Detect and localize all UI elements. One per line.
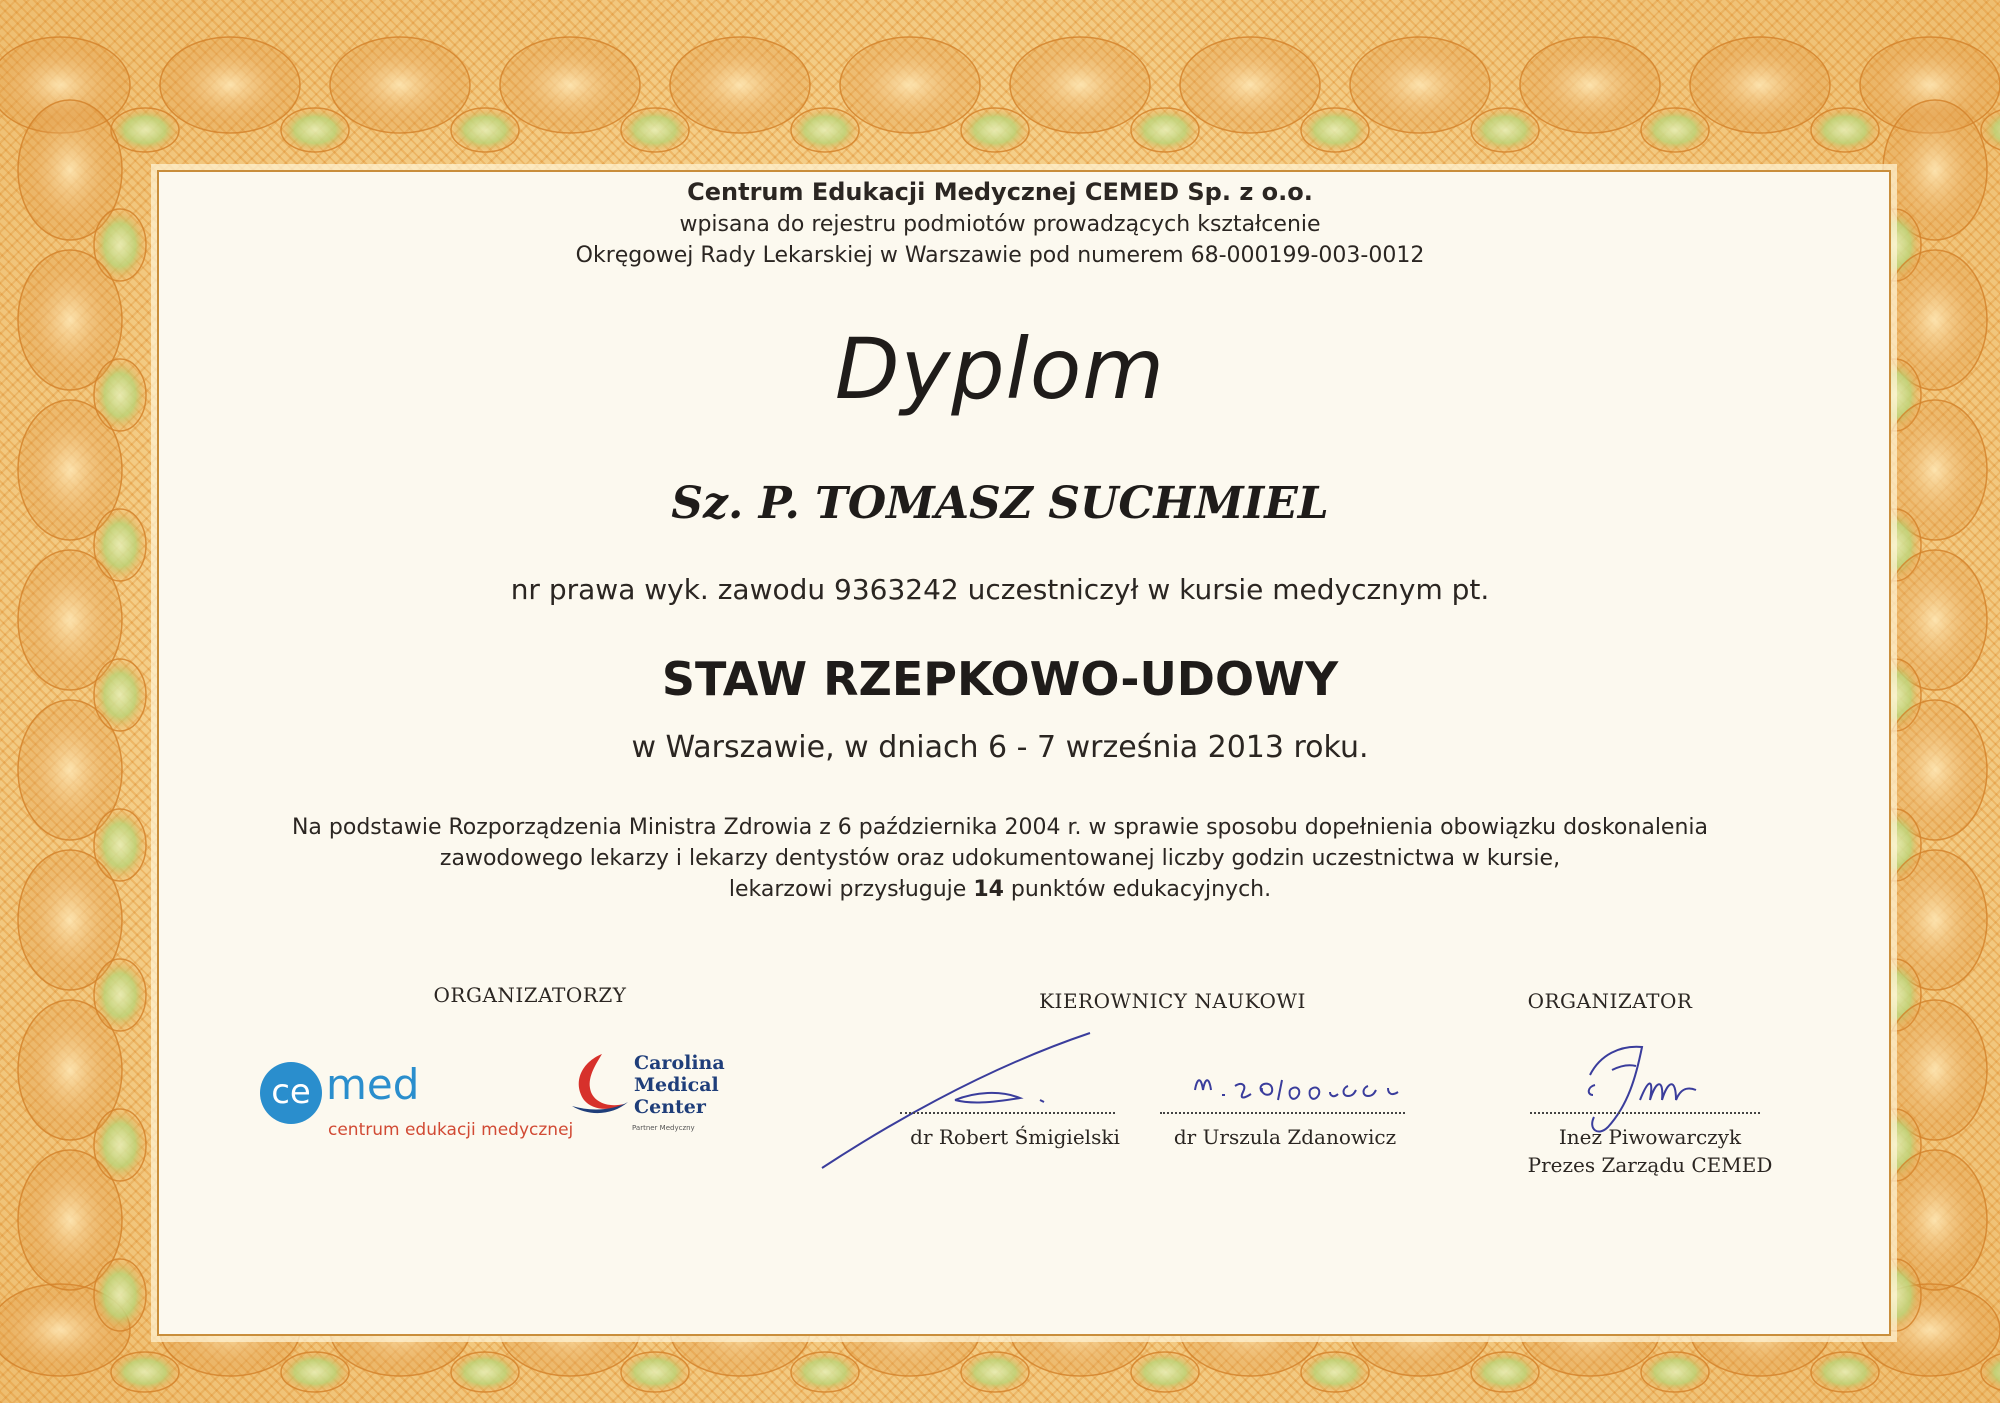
organizers-heading: ORGANIZATORZY bbox=[433, 983, 627, 1007]
border-medallion bbox=[94, 1259, 146, 1331]
border-medallion bbox=[1301, 108, 1369, 152]
border-medallion bbox=[670, 37, 810, 133]
border-medallion bbox=[1180, 37, 1320, 133]
border-medallion bbox=[621, 108, 689, 152]
legal-basis-line-3 bbox=[0, 877, 2000, 902]
issuer-name: Centrum Edukacji Medycznej CEMED Sp. z o.o. bbox=[687, 178, 1313, 206]
carolina-line-1: Carolina bbox=[634, 1052, 725, 1074]
carolina-swoosh-icon bbox=[562, 1048, 632, 1118]
border-medallion bbox=[451, 1352, 519, 1392]
scientific-leads-heading: KIEROWNICY NAUKOWI bbox=[1039, 989, 1306, 1013]
course-title: STAW RZEPKOWO-UDOWY bbox=[661, 652, 1339, 706]
border-medallion bbox=[500, 37, 640, 133]
cemed-logo-subtitle: centrum edukacji medycznej bbox=[328, 1120, 574, 1140]
border-medallion bbox=[791, 108, 859, 152]
border-medallion bbox=[1131, 1352, 1199, 1392]
border-medallion bbox=[1471, 1352, 1539, 1392]
cemed-logo-circle: ce bbox=[260, 1062, 322, 1124]
organizer-heading: ORGANIZATOR bbox=[1527, 989, 1693, 1013]
border-medallion bbox=[160, 37, 300, 133]
signatory-zdanowicz: dr Urszula Zdanowicz bbox=[1173, 1125, 1397, 1149]
border-medallion bbox=[791, 1352, 859, 1392]
border-medallion bbox=[1350, 37, 1490, 133]
points-suffix: punktów edukacyjnych. bbox=[1003, 877, 1272, 902]
carolina-partner-note: Partner Medyczny bbox=[632, 1124, 695, 1132]
border-medallion bbox=[281, 1352, 349, 1392]
legal-basis-line-1: Na podstawie Rozporządzenia Ministra Zdrowia z 6 października 2004 r. w sprawie sposobu dopełnienia obowiązku doskonalenia bbox=[291, 815, 1709, 840]
border-medallion bbox=[111, 1352, 179, 1392]
carolina-line-2: Medical Center bbox=[634, 1074, 719, 1118]
border-medallion bbox=[111, 108, 179, 152]
border-medallion bbox=[1301, 1352, 1369, 1392]
border-medallion bbox=[281, 108, 349, 152]
education-points: 14 bbox=[973, 877, 1004, 902]
carolina-medical-center-logo bbox=[562, 1048, 797, 1138]
signature-line-smigielski bbox=[900, 1112, 1115, 1114]
points-prefix: lekarzowi przysługuje bbox=[728, 877, 974, 902]
border-medallion bbox=[330, 37, 470, 133]
cemed-logo-word: med bbox=[326, 1060, 420, 1109]
signatory-piwowarczyk: Inez Piwowarczyk bbox=[1558, 1125, 1742, 1149]
course-place-date: w Warszawie, w dniach 6 - 7 września 2013 roku. bbox=[631, 730, 1369, 765]
participation-statement: nr prawa wyk. zawodu 9363242 uczestniczył w kursie medycznym pt. bbox=[510, 573, 1490, 606]
signature-line-zdanowicz bbox=[1160, 1112, 1405, 1114]
cemed-logo bbox=[260, 1060, 590, 1150]
border-medallion bbox=[1811, 1352, 1879, 1392]
border-medallion bbox=[1471, 108, 1539, 152]
signatory-smigielski: dr Robert Śmigielski bbox=[910, 1125, 1120, 1149]
border-medallion bbox=[1520, 37, 1660, 133]
signature-line-piwowarczyk bbox=[1530, 1112, 1760, 1114]
border-medallion bbox=[451, 108, 519, 152]
border-medallion bbox=[1690, 37, 1830, 133]
signatory-piwowarczyk-role: Prezes Zarządu CEMED bbox=[1527, 1153, 1773, 1177]
recipient-name: Sz. P. TOMASZ SUCHMIEL bbox=[671, 478, 1329, 529]
border-medallion bbox=[840, 37, 980, 133]
border-medallion bbox=[961, 108, 1029, 152]
issuer-registry-line-2: Okręgowej Rady Lekarskiej w Warszawie pod numerem 68-000199-003-0012 bbox=[575, 243, 1425, 268]
border-medallion bbox=[961, 1352, 1029, 1392]
border-medallion bbox=[1010, 37, 1150, 133]
carolina-wordmark bbox=[634, 1052, 797, 1118]
document-title: Dyplom bbox=[834, 320, 1166, 418]
border-medallion bbox=[621, 1352, 689, 1392]
legal-basis-line-2: zawodowego lekarzy i lekarzy dentystów oraz udokumentowanej liczby godzin uczestnictwa w kursie, bbox=[439, 846, 1561, 871]
border-medallion bbox=[1641, 1352, 1709, 1392]
issuer-registry-line-1: wpisana do rejestru podmiotów prowadzących kształcenie bbox=[679, 212, 1321, 237]
border-medallion bbox=[1811, 108, 1879, 152]
border-medallion bbox=[1131, 108, 1199, 152]
border-medallion bbox=[1641, 108, 1709, 152]
